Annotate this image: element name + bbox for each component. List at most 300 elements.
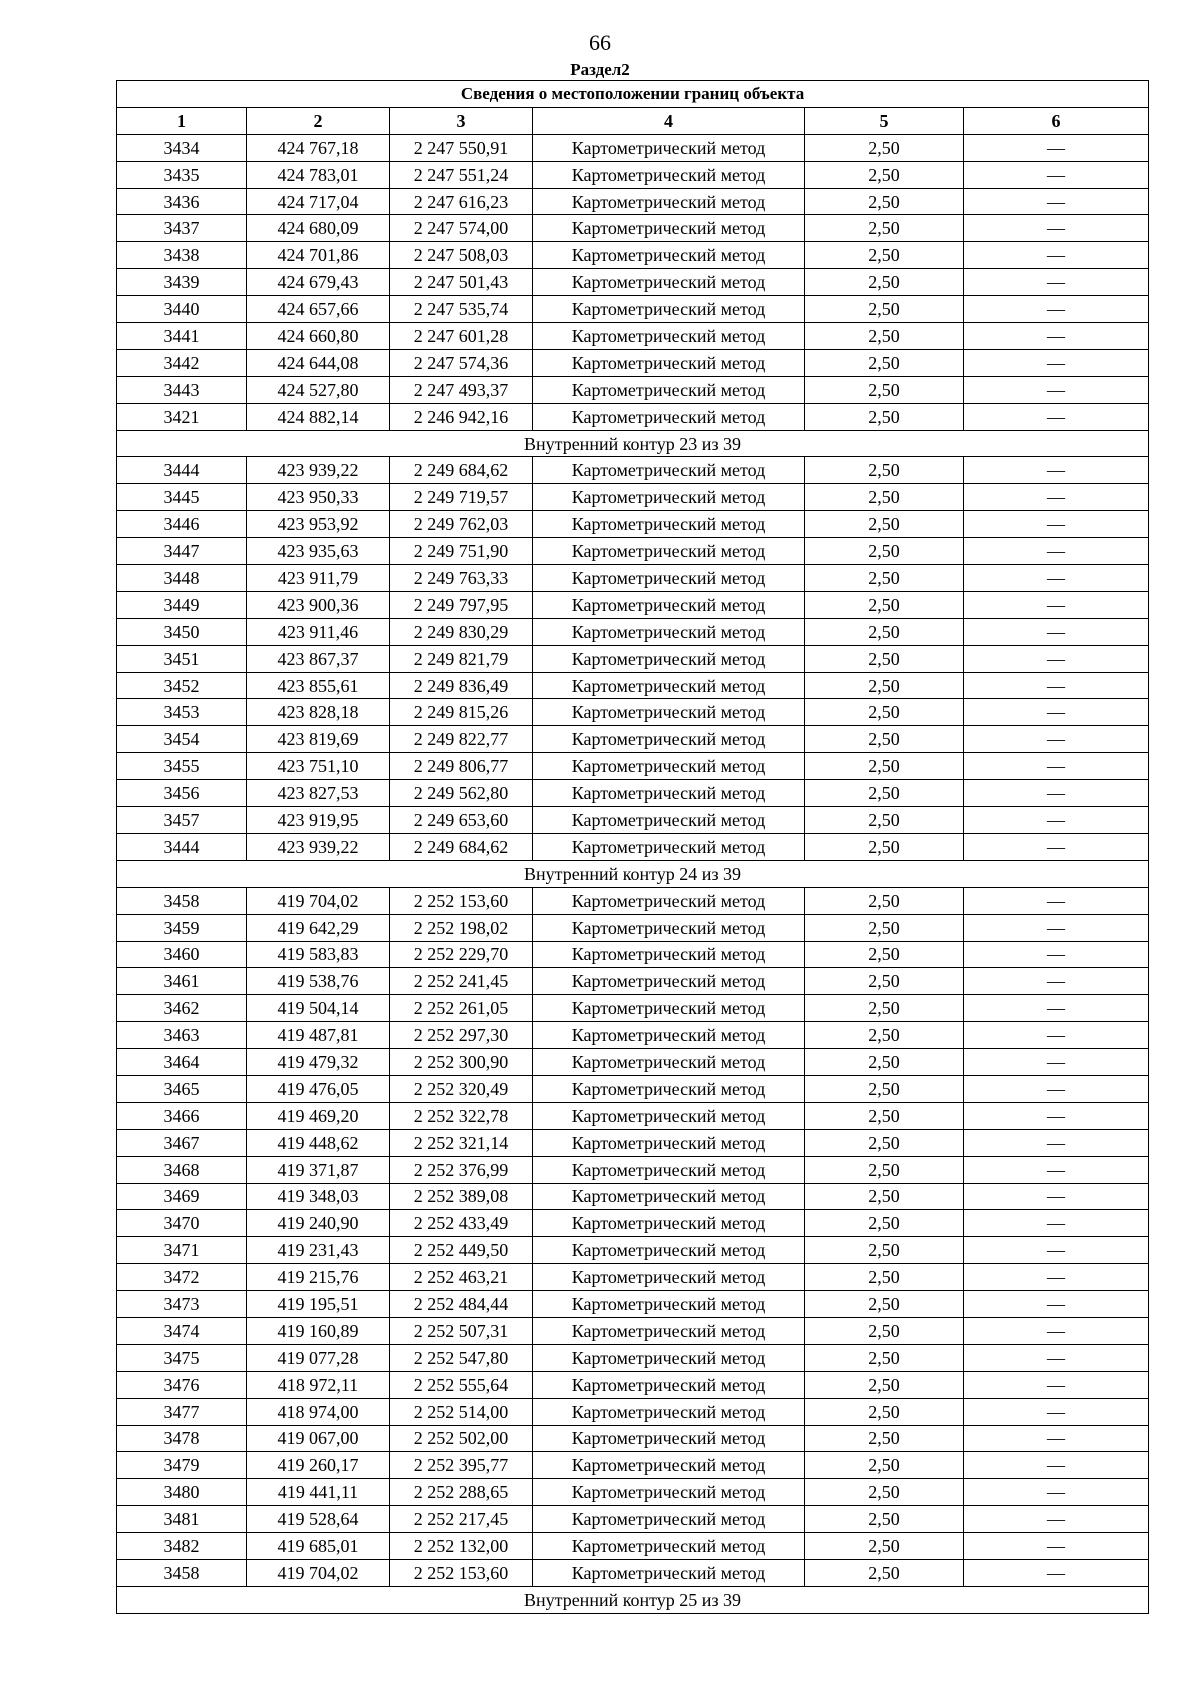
note-cell: — (964, 457, 1149, 484)
coord-x-cell: 423 911,79 (247, 565, 390, 592)
note-cell: — (964, 161, 1149, 188)
coord-x-cell: 423 939,22 (247, 833, 390, 860)
contour-label: Внутренний контур 25 из 39 (117, 1586, 1149, 1613)
point-number-cell: 3439 (117, 269, 247, 296)
point-number-cell: 3459 (117, 914, 247, 941)
point-number-cell: 3445 (117, 484, 247, 511)
table-row (117, 1183, 1149, 1210)
method-cell: Картометрический метод (533, 565, 805, 592)
note-cell: — (964, 1264, 1149, 1291)
coord-y-cell: 2 249 653,60 (390, 807, 533, 834)
coord-y-cell: 2 252 320,49 (390, 1075, 533, 1102)
accuracy-cell: 2,50 (805, 672, 964, 699)
coord-y-cell: 2 249 830,29 (390, 618, 533, 645)
accuracy-cell: 2,50 (805, 565, 964, 592)
coord-x-cell: 424 680,09 (247, 215, 390, 242)
coord-x-cell: 424 767,18 (247, 134, 390, 161)
accuracy-cell: 2,50 (805, 1049, 964, 1076)
method-cell: Картометрический метод (533, 1264, 805, 1291)
table-row (117, 1506, 1149, 1533)
method-cell: Картометрический метод (533, 1210, 805, 1237)
note-cell: — (964, 1398, 1149, 1425)
table-row (117, 349, 1149, 376)
method-cell: Картометрический метод (533, 1237, 805, 1264)
accuracy-cell: 2,50 (805, 457, 964, 484)
table-row (117, 1371, 1149, 1398)
note-cell: — (964, 349, 1149, 376)
accuracy-cell: 2,50 (805, 1129, 964, 1156)
method-cell: Картометрический метод (533, 188, 805, 215)
method-cell: Картометрический метод (533, 699, 805, 726)
accuracy-cell: 2,50 (805, 1022, 964, 1049)
note-cell: — (964, 296, 1149, 323)
accuracy-cell: 2,50 (805, 1425, 964, 1452)
table-row (117, 995, 1149, 1022)
table-row (117, 1237, 1149, 1264)
note-cell: — (964, 1533, 1149, 1560)
accuracy-cell: 2,50 (805, 161, 964, 188)
method-cell: Картометрический метод (533, 1344, 805, 1371)
point-number-cell: 3449 (117, 591, 247, 618)
accuracy-cell: 2,50 (805, 1533, 964, 1560)
accuracy-cell: 2,50 (805, 1237, 964, 1264)
accuracy-cell: 2,50 (805, 1559, 964, 1586)
accuracy-cell: 2,50 (805, 215, 964, 242)
accuracy-cell: 2,50 (805, 188, 964, 215)
column-number: 3 (390, 107, 533, 134)
coord-y-cell: 2 252 261,05 (390, 995, 533, 1022)
column-number: 1 (117, 107, 247, 134)
coord-x-cell: 419 528,64 (247, 1506, 390, 1533)
accuracy-cell: 2,50 (805, 538, 964, 565)
accuracy-cell: 2,50 (805, 1210, 964, 1237)
table-row (117, 1210, 1149, 1237)
table-row (117, 1264, 1149, 1291)
method-cell: Картометрический метод (533, 1533, 805, 1560)
accuracy-cell: 2,50 (805, 618, 964, 645)
point-number-cell: 3434 (117, 134, 247, 161)
coord-y-cell: 2 252 395,77 (390, 1452, 533, 1479)
accuracy-cell: 2,50 (805, 833, 964, 860)
note-cell: — (964, 968, 1149, 995)
coord-x-cell: 419 704,02 (247, 1559, 390, 1586)
coord-y-cell: 2 252 217,45 (390, 1506, 533, 1533)
note-cell: — (964, 1237, 1149, 1264)
coord-y-cell: 2 252 241,45 (390, 968, 533, 995)
coord-x-cell: 423 867,37 (247, 645, 390, 672)
note-cell: — (964, 242, 1149, 269)
point-number-cell: 3441 (117, 323, 247, 350)
coord-x-cell: 419 642,29 (247, 914, 390, 941)
coord-y-cell: 2 249 751,90 (390, 538, 533, 565)
method-cell: Картометрический метод (533, 1479, 805, 1506)
table-row (117, 1398, 1149, 1425)
note-cell: — (964, 1479, 1149, 1506)
coord-y-cell: 2 247 574,36 (390, 349, 533, 376)
coord-x-cell: 424 882,14 (247, 403, 390, 430)
coord-y-cell: 2 252 484,44 (390, 1291, 533, 1318)
method-cell: Картометрический метод (533, 457, 805, 484)
note-cell: — (964, 1317, 1149, 1344)
table-row (117, 511, 1149, 538)
method-cell: Картометрический метод (533, 376, 805, 403)
note-cell: — (964, 1506, 1149, 1533)
table-row (117, 591, 1149, 618)
table-row (117, 1533, 1149, 1560)
point-number-cell: 3461 (117, 968, 247, 995)
table-row (117, 672, 1149, 699)
point-number-cell: 3468 (117, 1156, 247, 1183)
point-number-cell: 3440 (117, 296, 247, 323)
method-cell: Картометрический метод (533, 753, 805, 780)
table-row (117, 269, 1149, 296)
table-row (117, 565, 1149, 592)
method-cell: Картометрический метод (533, 645, 805, 672)
table-row (117, 968, 1149, 995)
point-number-cell: 3444 (117, 457, 247, 484)
coord-y-cell: 2 249 815,26 (390, 699, 533, 726)
point-number-cell: 3482 (117, 1533, 247, 1560)
note-cell: — (964, 833, 1149, 860)
table-row (117, 1559, 1149, 1586)
point-number-cell: 3447 (117, 538, 247, 565)
accuracy-cell: 2,50 (805, 484, 964, 511)
coord-y-cell: 2 252 389,08 (390, 1183, 533, 1210)
contour-label: Внутренний контур 24 из 39 (117, 860, 1149, 887)
method-cell: Картометрический метод (533, 591, 805, 618)
point-number-cell: 3443 (117, 376, 247, 403)
accuracy-cell: 2,50 (805, 1371, 964, 1398)
contour-row (117, 1586, 1149, 1613)
section-title: Раздел2 (570, 60, 630, 79)
table-row (117, 188, 1149, 215)
method-cell: Картометрический метод (533, 1425, 805, 1452)
table-row (117, 914, 1149, 941)
contour-row (117, 860, 1149, 887)
coord-y-cell: 2 252 288,65 (390, 1479, 533, 1506)
table-row (117, 403, 1149, 430)
coord-x-cell: 423 819,69 (247, 726, 390, 753)
method-cell: Картометрический метод (533, 484, 805, 511)
coord-x-cell: 419 448,62 (247, 1129, 390, 1156)
coord-y-cell: 2 247 601,28 (390, 323, 533, 350)
coord-x-cell: 418 972,11 (247, 1371, 390, 1398)
note-cell: — (964, 1022, 1149, 1049)
point-number-cell: 3478 (117, 1425, 247, 1452)
coord-x-cell: 419 160,89 (247, 1317, 390, 1344)
table-row (117, 1479, 1149, 1506)
coord-y-cell: 2 252 300,90 (390, 1049, 533, 1076)
table-row (117, 242, 1149, 269)
note-cell: — (964, 1156, 1149, 1183)
method-cell: Картометрический метод (533, 887, 805, 914)
column-number: 6 (964, 107, 1149, 134)
point-number-cell: 3456 (117, 780, 247, 807)
accuracy-cell: 2,50 (805, 269, 964, 296)
column-number-row (117, 107, 1149, 134)
point-number-cell: 3457 (117, 807, 247, 834)
point-number-cell: 3436 (117, 188, 247, 215)
coord-y-cell: 2 249 797,95 (390, 591, 533, 618)
table-row (117, 323, 1149, 350)
note-cell: — (964, 1452, 1149, 1479)
coord-x-cell: 423 855,61 (247, 672, 390, 699)
point-number-cell: 3480 (117, 1479, 247, 1506)
note-cell: — (964, 403, 1149, 430)
point-number-cell: 3458 (117, 1559, 247, 1586)
note-cell: — (964, 1344, 1149, 1371)
point-number-cell: 3438 (117, 242, 247, 269)
note-cell: — (964, 807, 1149, 834)
point-number-cell: 3471 (117, 1237, 247, 1264)
point-number-cell: 3465 (117, 1075, 247, 1102)
point-number-cell: 3475 (117, 1344, 247, 1371)
table-row (117, 296, 1149, 323)
accuracy-cell: 2,50 (805, 511, 964, 538)
coord-y-cell: 2 252 297,30 (390, 1022, 533, 1049)
point-number-cell: 3473 (117, 1291, 247, 1318)
accuracy-cell: 2,50 (805, 323, 964, 350)
accuracy-cell: 2,50 (805, 296, 964, 323)
method-cell: Картометрический метод (533, 511, 805, 538)
coord-y-cell: 2 249 763,33 (390, 565, 533, 592)
coord-x-cell: 423 939,22 (247, 457, 390, 484)
point-number-cell: 3477 (117, 1398, 247, 1425)
coord-x-cell: 419 504,14 (247, 995, 390, 1022)
accuracy-cell: 2,50 (805, 403, 964, 430)
coord-x-cell: 419 441,11 (247, 1479, 390, 1506)
method-cell: Картометрический метод (533, 1156, 805, 1183)
coord-x-cell: 423 919,95 (247, 807, 390, 834)
note-cell: — (964, 699, 1149, 726)
note-cell: — (964, 484, 1149, 511)
coord-x-cell: 423 828,18 (247, 699, 390, 726)
note-cell: — (964, 1049, 1149, 1076)
note-cell: — (964, 1183, 1149, 1210)
coord-y-cell: 2 249 821,79 (390, 645, 533, 672)
coord-x-cell: 423 900,36 (247, 591, 390, 618)
method-cell: Картометрический метод (533, 215, 805, 242)
accuracy-cell: 2,50 (805, 134, 964, 161)
point-number-cell: 3421 (117, 403, 247, 430)
point-number-cell: 3460 (117, 941, 247, 968)
point-number-cell: 3453 (117, 699, 247, 726)
accuracy-cell: 2,50 (805, 1506, 964, 1533)
coord-x-cell: 423 751,10 (247, 753, 390, 780)
point-number-cell: 3474 (117, 1317, 247, 1344)
note-cell: — (964, 188, 1149, 215)
coord-x-cell: 424 660,80 (247, 323, 390, 350)
coord-y-cell: 2 249 822,77 (390, 726, 533, 753)
coord-x-cell: 419 260,17 (247, 1452, 390, 1479)
coord-x-cell: 419 077,28 (247, 1344, 390, 1371)
coord-y-cell: 2 252 463,21 (390, 1264, 533, 1291)
table-row (117, 807, 1149, 834)
point-number-cell: 3481 (117, 1506, 247, 1533)
contour-label: Внутренний контур 23 из 39 (117, 430, 1149, 457)
table-row (117, 887, 1149, 914)
coord-y-cell: 2 249 806,77 (390, 753, 533, 780)
coord-x-cell: 418 974,00 (247, 1398, 390, 1425)
table-row (117, 833, 1149, 860)
point-number-cell: 3452 (117, 672, 247, 699)
coord-y-cell: 2 247 550,91 (390, 134, 533, 161)
coord-y-cell: 2 252 198,02 (390, 914, 533, 941)
accuracy-cell: 2,50 (805, 1264, 964, 1291)
note-cell: — (964, 269, 1149, 296)
method-cell: Картометрический метод (533, 1371, 805, 1398)
point-number-cell: 3458 (117, 887, 247, 914)
note-cell: — (964, 914, 1149, 941)
method-cell: Картометрический метод (533, 1075, 805, 1102)
table-row (117, 1022, 1149, 1049)
note-cell: — (964, 618, 1149, 645)
coord-y-cell: 2 252 514,00 (390, 1398, 533, 1425)
note-cell: — (964, 1102, 1149, 1129)
method-cell: Картометрический метод (533, 726, 805, 753)
coord-x-cell: 424 701,86 (247, 242, 390, 269)
accuracy-cell: 2,50 (805, 1398, 964, 1425)
coord-x-cell: 419 371,87 (247, 1156, 390, 1183)
page-number: 66 (589, 30, 611, 55)
method-cell: Картометрический метод (533, 968, 805, 995)
method-cell: Картометрический метод (533, 1183, 805, 1210)
method-cell: Картометрический метод (533, 1129, 805, 1156)
method-cell: Картометрический метод (533, 672, 805, 699)
note-cell: — (964, 753, 1149, 780)
table-row (117, 1102, 1149, 1129)
coord-y-cell: 2 246 942,16 (390, 403, 533, 430)
point-number-cell: 3476 (117, 1371, 247, 1398)
note-cell: — (964, 1371, 1149, 1398)
note-cell: — (964, 376, 1149, 403)
note-cell: — (964, 215, 1149, 242)
coord-y-cell: 2 249 719,57 (390, 484, 533, 511)
table-row (117, 215, 1149, 242)
coord-x-cell: 419 479,32 (247, 1049, 390, 1076)
accuracy-cell: 2,50 (805, 995, 964, 1022)
note-cell: — (964, 995, 1149, 1022)
note-cell: — (964, 538, 1149, 565)
point-number-cell: 3444 (117, 833, 247, 860)
accuracy-cell: 2,50 (805, 1344, 964, 1371)
coord-x-cell: 424 783,01 (247, 161, 390, 188)
table-body (117, 134, 1149, 1613)
method-cell: Картометрический метод (533, 323, 805, 350)
point-number-cell: 3454 (117, 726, 247, 753)
coord-y-cell: 2 247 535,74 (390, 296, 533, 323)
accuracy-cell: 2,50 (805, 591, 964, 618)
point-number-cell: 3451 (117, 645, 247, 672)
method-cell: Картометрический метод (533, 242, 805, 269)
method-cell: Картометрический метод (533, 833, 805, 860)
accuracy-cell: 2,50 (805, 1102, 964, 1129)
coord-y-cell: 2 247 551,24 (390, 161, 533, 188)
note-cell: — (964, 134, 1149, 161)
accuracy-cell: 2,50 (805, 1183, 964, 1210)
note-cell: — (964, 1425, 1149, 1452)
accuracy-cell: 2,50 (805, 1317, 964, 1344)
method-cell: Картометрический метод (533, 807, 805, 834)
coord-x-cell: 423 911,46 (247, 618, 390, 645)
table-row (117, 699, 1149, 726)
method-cell: Картометрический метод (533, 1022, 805, 1049)
table-row (117, 645, 1149, 672)
point-number-cell: 3470 (117, 1210, 247, 1237)
point-number-cell: 3463 (117, 1022, 247, 1049)
note-cell: — (964, 323, 1149, 350)
point-number-cell: 3462 (117, 995, 247, 1022)
coord-x-cell: 424 679,43 (247, 269, 390, 296)
boundary-table (116, 80, 1149, 1614)
coord-x-cell: 419 538,76 (247, 968, 390, 995)
point-number-cell: 3467 (117, 1129, 247, 1156)
coord-x-cell: 424 527,80 (247, 376, 390, 403)
coord-y-cell: 2 247 501,43 (390, 269, 533, 296)
table-row (117, 1291, 1149, 1318)
coord-y-cell: 2 252 502,00 (390, 1425, 533, 1452)
coord-x-cell: 419 469,20 (247, 1102, 390, 1129)
method-cell: Картометрический метод (533, 161, 805, 188)
table-caption: Сведения о местоположении границ объекта (117, 81, 1149, 108)
table-row (117, 618, 1149, 645)
method-cell: Картометрический метод (533, 269, 805, 296)
coord-y-cell: 2 252 321,14 (390, 1129, 533, 1156)
table-row (117, 376, 1149, 403)
coord-y-cell: 2 252 322,78 (390, 1102, 533, 1129)
table-row (117, 941, 1149, 968)
coord-y-cell: 2 247 493,37 (390, 376, 533, 403)
coord-x-cell: 423 953,92 (247, 511, 390, 538)
coord-y-cell: 2 252 555,64 (390, 1371, 533, 1398)
point-number-cell: 3450 (117, 618, 247, 645)
coord-y-cell: 2 252 433,49 (390, 1210, 533, 1237)
table-row (117, 1129, 1149, 1156)
point-number-cell: 3472 (117, 1264, 247, 1291)
table-row (117, 484, 1149, 511)
coord-y-cell: 2 249 762,03 (390, 511, 533, 538)
note-cell: — (964, 1129, 1149, 1156)
method-cell: Картометрический метод (533, 538, 805, 565)
coord-x-cell: 419 067,00 (247, 1425, 390, 1452)
method-cell: Картометрический метод (533, 1291, 805, 1318)
coord-y-cell: 2 252 376,99 (390, 1156, 533, 1183)
coord-x-cell: 419 487,81 (247, 1022, 390, 1049)
method-cell: Картометрический метод (533, 1559, 805, 1586)
method-cell: Картометрический метод (533, 134, 805, 161)
accuracy-cell: 2,50 (805, 645, 964, 672)
note-cell: — (964, 726, 1149, 753)
table-row (117, 161, 1149, 188)
accuracy-cell: 2,50 (805, 780, 964, 807)
coord-x-cell: 424 644,08 (247, 349, 390, 376)
coord-y-cell: 2 252 229,70 (390, 941, 533, 968)
coord-x-cell: 419 704,02 (247, 887, 390, 914)
table-row (117, 457, 1149, 484)
coord-x-cell: 419 685,01 (247, 1533, 390, 1560)
table-row (117, 780, 1149, 807)
method-cell: Картометрический метод (533, 296, 805, 323)
coord-y-cell: 2 249 836,49 (390, 672, 533, 699)
coord-x-cell: 419 215,76 (247, 1264, 390, 1291)
note-cell: — (964, 591, 1149, 618)
coord-y-cell: 2 252 547,80 (390, 1344, 533, 1371)
accuracy-cell: 2,50 (805, 914, 964, 941)
method-cell: Картометрический метод (533, 780, 805, 807)
note-cell: — (964, 1559, 1149, 1586)
table-row (117, 134, 1149, 161)
coord-y-cell: 2 252 507,31 (390, 1317, 533, 1344)
